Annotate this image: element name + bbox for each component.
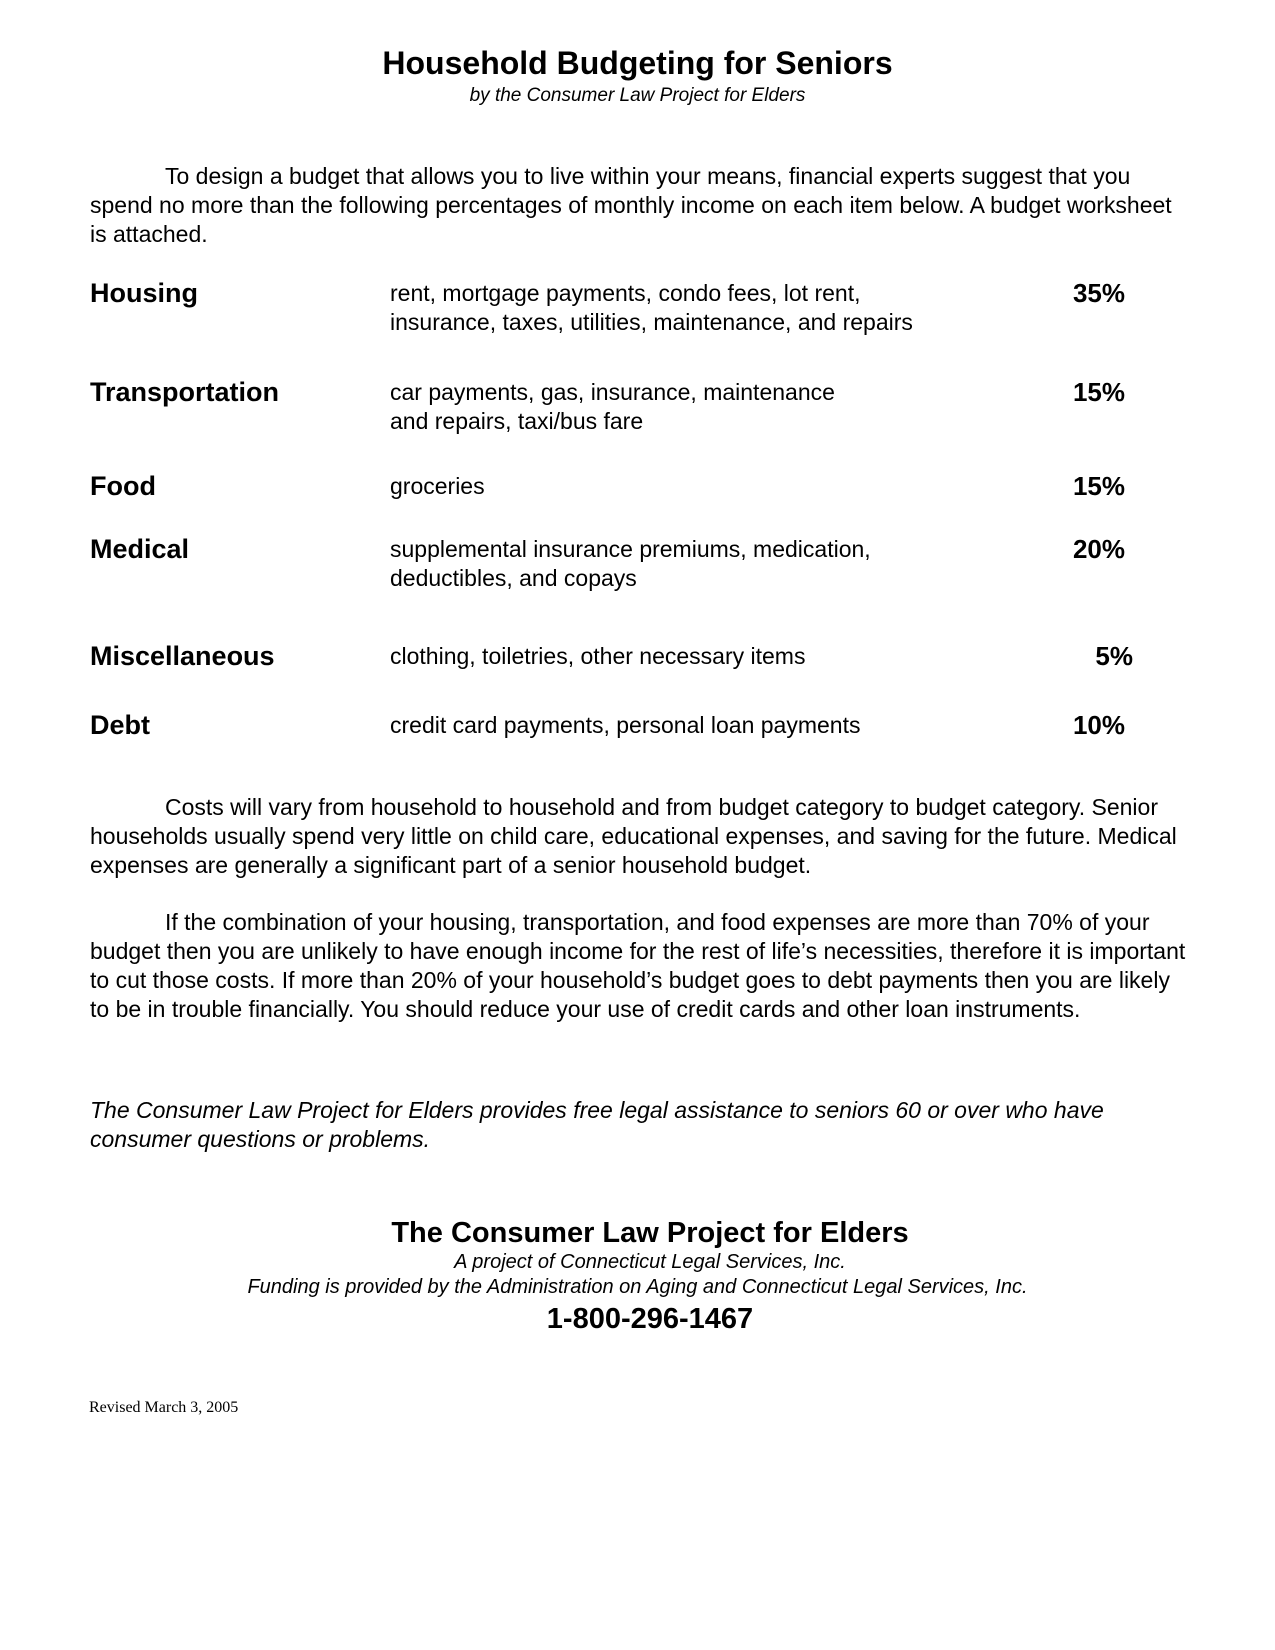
footer-funding: Funding is provided by the Administration on Aging and Connecticut Legal Services, Inc. xyxy=(247,1276,1028,1298)
footer-org-name: The Consumer Law Project for Elders xyxy=(391,1217,909,1249)
category-description xyxy=(390,378,990,436)
document-byline: by the Consumer Law Project for Elders xyxy=(469,85,806,106)
costs-paragraph xyxy=(90,793,1190,880)
category-percent: 15% xyxy=(1072,471,1125,501)
revised-date: Revised March 3, 2005 xyxy=(89,1399,239,1416)
category-name: Transportation xyxy=(90,377,280,407)
category-description xyxy=(390,711,990,740)
category-name: Medical xyxy=(90,534,190,564)
description-line: insurance, taxes, utilities, maintenance, and repairs xyxy=(390,309,913,335)
category-percent: 15% xyxy=(1072,377,1125,407)
category-percent: 35% xyxy=(1072,278,1125,308)
intro-paragraph xyxy=(90,162,1190,249)
combination-paragraph xyxy=(90,908,1190,1024)
description-line: clothing, toiletries, other necessary items xyxy=(390,643,806,669)
category-description xyxy=(390,472,990,501)
footer-phone-number: 1-800-296-1467 xyxy=(546,1303,754,1335)
category-name: Housing xyxy=(90,278,198,308)
category-percent: 20% xyxy=(1072,534,1125,564)
category-name: Food xyxy=(90,471,156,501)
category-name: Miscellaneous xyxy=(90,641,275,671)
description-line: deductibles, and copays xyxy=(390,565,637,591)
description-line: rent, mortgage payments, condo fees, lot rent, xyxy=(390,280,861,306)
category-description xyxy=(390,642,990,671)
category-description xyxy=(390,535,990,593)
footer-project-of: A project of Connecticut Legal Services, Inc. xyxy=(454,1251,846,1273)
combination-text: If the combination of your housing, transportation, and food expenses are more than 70% of your budget then you are unlikely to have enough income for the rest of life’s necessities, therefore it is important to cut those costs. If more than 20% of your household’s budget goes to debt payments then you are likely to be in trouble financially. You should reduce your use of credit cards and other loan instruments. xyxy=(90,909,1186,1022)
description-line: and repairs, taxi/bus fare xyxy=(390,408,644,434)
document-title: Household Budgeting for Seniors xyxy=(382,45,893,81)
description-line: car payments, gas, insurance, maintenance xyxy=(390,379,835,405)
category-description xyxy=(390,279,990,337)
description-line: credit card payments, personal loan payments xyxy=(390,712,861,738)
description-line: groceries xyxy=(390,473,485,499)
category-percent: 5% xyxy=(1095,641,1133,671)
free-assistance-note: The Consumer Law Project for Elders provides free legal assistance to seniors 60 or over who have consumer questions or problems. xyxy=(90,1097,1104,1152)
category-percent: 10% xyxy=(1072,710,1125,740)
intro-text: To design a budget that allows you to live within your means, financial experts suggest that you spend no more than the following percentages of monthly income on each item below. A budget worksheet is attached. xyxy=(90,163,1172,247)
costs-text: Costs will vary from household to household and from budget category to budget category. Senior households usually spend very little on child care, educational expenses, and saving for the future. Medical expenses are generally a significant part of a senior household budget. xyxy=(90,794,1177,878)
category-name: Debt xyxy=(90,710,150,740)
description-line: supplemental insurance premiums, medication, xyxy=(390,536,871,562)
